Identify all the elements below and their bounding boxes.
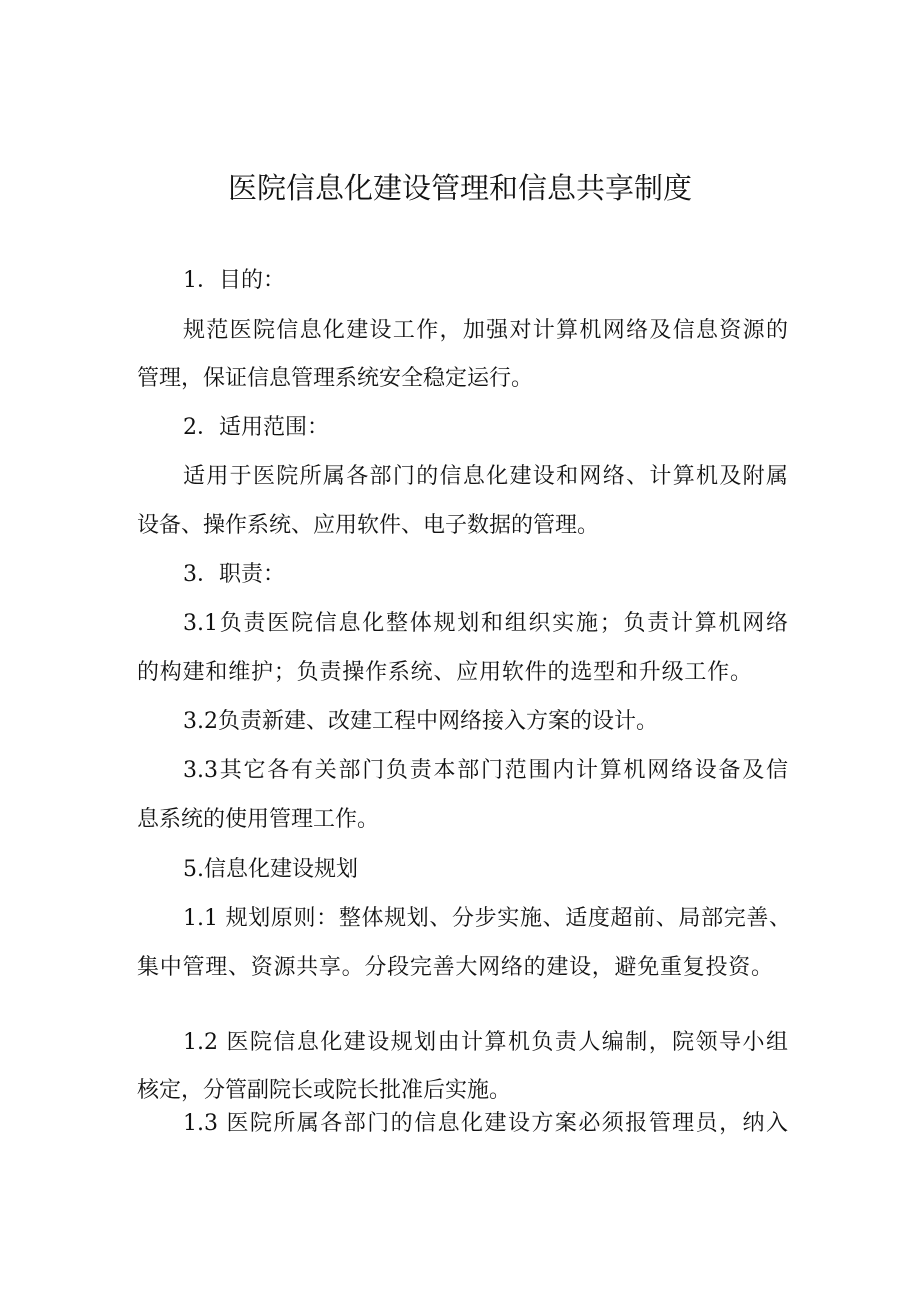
section-1-body-line-2: 管理，保证信息管理系统安全稳定运行。 [137,366,534,391]
section-1-heading: 1．目的： [183,268,285,293]
document-title: 医院信息化建设管理和信息共享制度 [227,171,692,205]
section-1-1-line-1: 1.1 规划原则：整体规划、分步实施、适度超前、局部完善、 [183,906,791,931]
section-1-1-line-2: 集中管理、资源共享。分段完善大网络的建设，避免重复投资。 [137,955,773,980]
section-5-heading: 5.信息化建设规划 [183,857,358,882]
section-3-1-line-1: 3.1负责医院信息化整体规划和组织实施；负责计算机网络 [183,611,788,636]
section-1-2-line-2: 核定，分管副院长或院长批准后实施。 [137,1078,512,1103]
section-1-2-line-1: 1.2 医院信息化建设规划由计算机负责人编制，院领导小组 [183,1030,788,1055]
section-3-2-line: 3.2负责新建、改建工程中网络接入方案的设计。 [183,709,658,734]
section-2-body-line-2: 设备、操作系统、应用软件、电子数据的管理。 [137,513,600,538]
section-3-3-line-1: 3.3其它各有关部门负责本部门范围内计算机网络设备及信 [183,758,788,783]
section-3-heading: 3．职责： [183,562,285,587]
section-3-1-line-2: 的构建和维护；负责操作系统、应用软件的选型和升级工作。 [137,660,752,685]
section-1-body-line-1: 规范医院信息化建设工作，加强对计算机网络及信息资源的 [183,318,788,343]
section-2-body-line-1: 适用于医院所属各部门的信息化建设和网络、计算机及附属 [183,464,788,489]
section-1-3-line-1: 1.3 医院所属各部门的信息化建设方案必须报管理员，纳入 [183,1111,788,1136]
section-3-3-line-2: 息系统的使用管理工作。 [137,807,380,832]
section-2-heading: 2．适用范围： [183,415,329,440]
